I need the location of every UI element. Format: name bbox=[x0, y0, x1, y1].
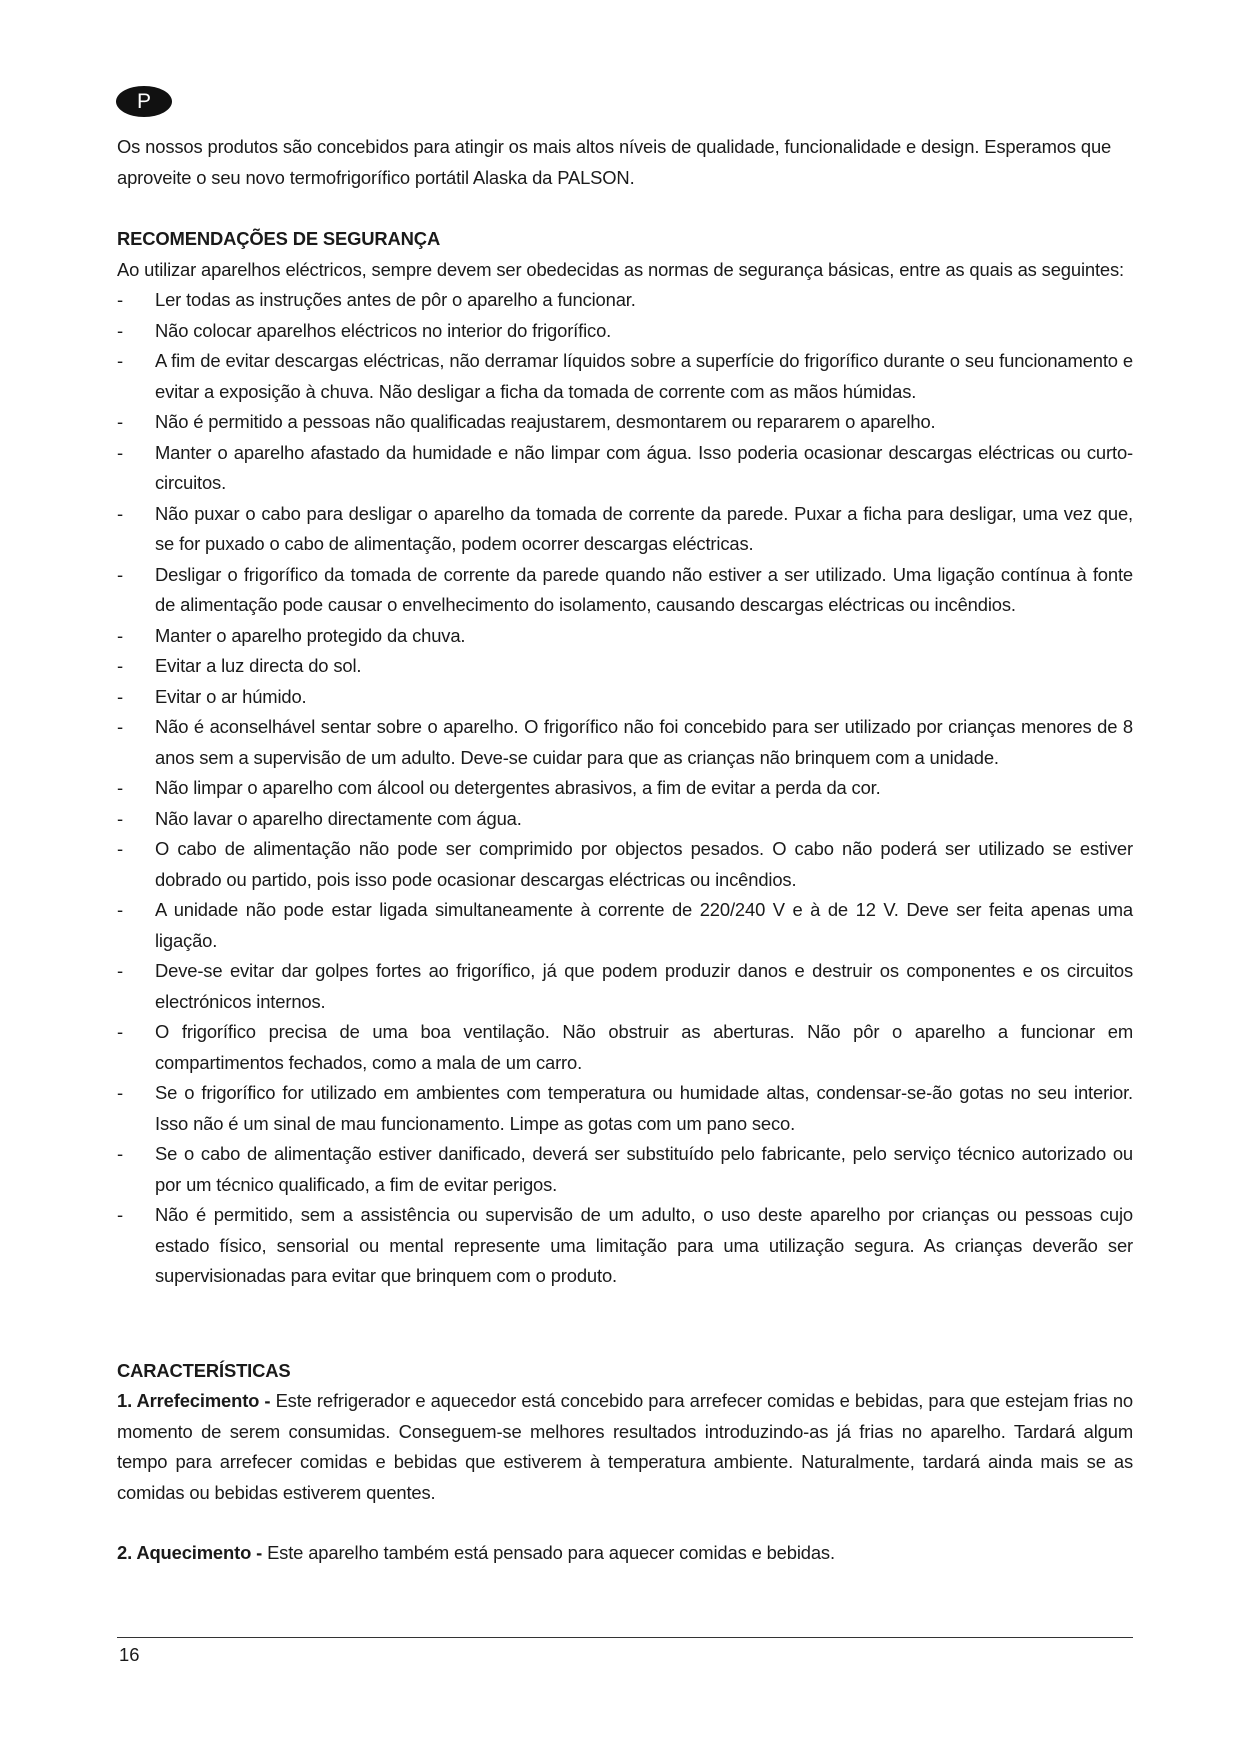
safety-item: - Se o frigorífico for utilizado em ambientes com temperatura ou humidade altas, condensar-se-ão gotas no seu interior. Isso não é um sinal de mau funcionamento. Limpe as gotas com um pano seco. bbox=[117, 1078, 1133, 1139]
footer-divider bbox=[117, 1637, 1133, 1638]
safety-item: - Deve-se evitar dar golpes fortes ao frigorífico, já que podem produzir danos e destruir os componentes e os circuitos electrónicos internos. bbox=[117, 956, 1133, 1017]
intro-paragraph: Os nossos produtos são concebidos para atingir os mais altos níveis de qualidade, funcionalidade e design. Esperamos que aproveite o seu novo termofrigorífico portátil Alaska da PALSON. bbox=[117, 136, 1112, 188]
safety-item: - Se o cabo de alimentação estiver danificado, deverá ser substituído pelo fabricante, pelo serviço técnico autorizado ou por um técnico qualificado, a fim de evitar perigos. bbox=[117, 1139, 1133, 1200]
safety-item: - Ler todas as instruções antes de pôr o aparelho a funcionar. bbox=[117, 285, 1133, 316]
safety-item: - Desligar o frigorífico da tomada de corrente da parede quando não estiver a ser utilizado. Uma ligação contínua à fonte de alimentação pode causar o envelhecimento do isolamento, causando descargas eléctricas ou incêndios. bbox=[117, 560, 1133, 621]
safety-item: - Não lavar o aparelho directamente com água. bbox=[117, 804, 1133, 835]
safety-item: - Não é permitido, sem a assistência ou supervisão de um adulto, o uso deste aparelho por crianças ou pessoas cujo estado físico, sensorial ou mental represente uma limitação para uma utilização segura. As crianças deverão ser supervisionadas para evitar que brinquem com o produto. bbox=[117, 1200, 1133, 1292]
safety-item: - Não é permitido a pessoas não qualificadas reajustarem, desmontarem ou repararem o aparelho. bbox=[117, 407, 1133, 438]
feature-cooling-label: 1. Arrefecimento - bbox=[117, 1390, 271, 1411]
safety-lead: Ao utilizar aparelhos eléctricos, sempre devem ser obedecidas as normas de segurança básicas, entre as quais as seguintes: bbox=[117, 258, 1125, 280]
language-badge: P bbox=[116, 86, 172, 117]
safety-list bbox=[117, 285, 1133, 1292]
safety-item: - Não é aconselhável sentar sobre o aparelho. O frigorífico não foi concebido para ser utilizado por crianças menores de 8 anos sem a supervisão de um adulto. Deve-se cuidar para que as crianças não brinquem com a unidade. bbox=[117, 712, 1133, 773]
page-content bbox=[117, 132, 1133, 1569]
safety-item: - Evitar a luz directa do sol. bbox=[117, 651, 1133, 682]
feature-cooling bbox=[117, 1386, 1133, 1508]
features-heading: CARACTERÍSTICAS bbox=[117, 1359, 291, 1381]
safety-item: - Não colocar aparelhos eléctricos no interior do frigorífico. bbox=[117, 316, 1133, 347]
safety-item: - Evitar o ar húmido. bbox=[117, 682, 1133, 713]
safety-item: - O frigorífico precisa de uma boa ventilação. Não obstruir as aberturas. Não pôr o aparelho a funcionar em compartimentos fechados, como a mala de um carro. bbox=[117, 1017, 1133, 1078]
page-number: 16 bbox=[119, 1644, 140, 1665]
safety-item: - Manter o aparelho afastado da humidade e não limpar com água. Isso poderia ocasionar descargas eléctricas ou curto-circuitos. bbox=[117, 438, 1133, 499]
feature-heating-label: 2. Aquecimento - bbox=[117, 1542, 263, 1563]
feature-heating-text: Este aparelho também está pensado para aquecer comidas e bebidas. bbox=[267, 1542, 835, 1563]
safety-item: - Não limpar o aparelho com álcool ou detergentes abrasivos, a fim de evitar a perda da cor. bbox=[117, 773, 1133, 804]
safety-item: - Manter o aparelho protegido da chuva. bbox=[117, 621, 1133, 652]
safety-item: - A fim de evitar descargas eléctricas, não derramar líquidos sobre a superfície do frigorífico durante o seu funcionamento e evitar a exposição à chuva. Não desligar a ficha da tomada de corrente com as mãos húmidas. bbox=[117, 346, 1133, 407]
safety-item: - A unidade não pode estar ligada simultaneamente à corrente de 220/240 V e à de 12 V. Deve ser feita apenas uma ligação. bbox=[117, 895, 1133, 956]
safety-item: - O cabo de alimentação não pode ser comprimido por objectos pesados. O cabo não poderá ser utilizado se estiver dobrado ou partido, pois isso pode ocasionar descargas eléctricas ou incêndios. bbox=[117, 834, 1133, 895]
feature-cooling-text: Este refrigerador e aquecedor está concebido para arrefecer comidas e bebidas, para que estejam frias no momento de serem consumidas. Conseguem-se melhores resultados introduzindo-as já frias no aparelho. Tardará algum tempo para arrefecer comidas e bebidas que estiverem à temperatura ambiente. Naturalmente, tardará ainda mais se as comidas ou bebidas estiverem quentes. bbox=[117, 1390, 1133, 1503]
safety-item: - Não puxar o cabo para desligar o aparelho da tomada de corrente da parede. Puxar a ficha para desligar, uma vez que, se for puxado o cabo de alimentação, podem ocorrer descargas eléctricas. bbox=[117, 499, 1133, 560]
safety-heading: RECOMENDAÇÕES DE SEGURANÇA bbox=[117, 228, 441, 249]
feature-heating bbox=[117, 1538, 1133, 1569]
